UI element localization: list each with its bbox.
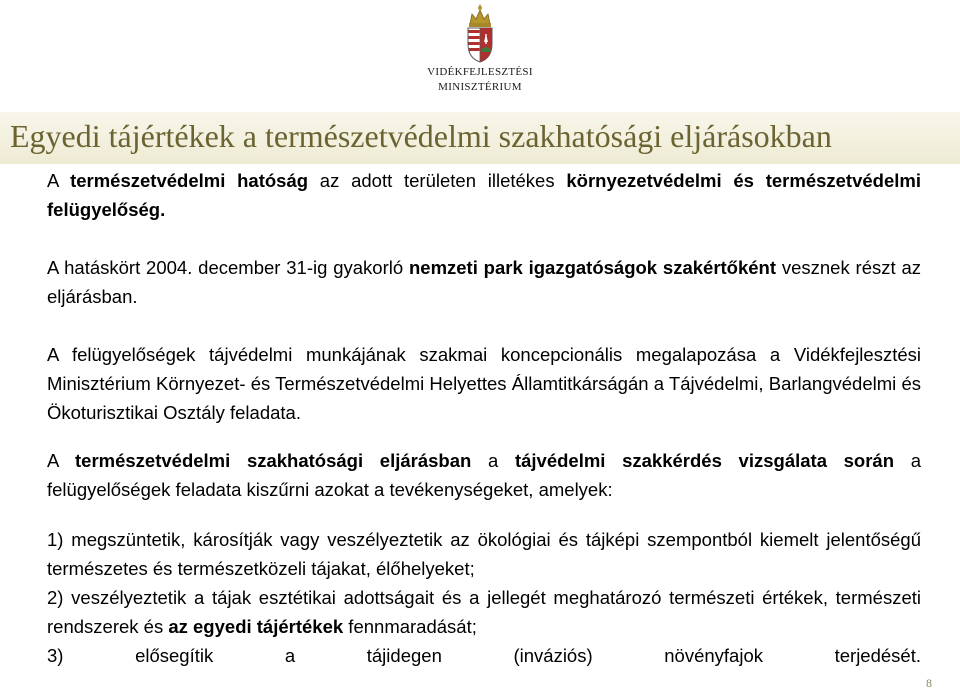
- p1-text-1: A: [47, 170, 71, 191]
- paragraph-authority: [47, 166, 921, 224]
- slide-title: Egyedi tájértékek a természetvédelmi szakhatósági eljárásokban: [10, 118, 832, 154]
- ministry-name-line2: MINISZTÉRIUM: [438, 81, 522, 93]
- hungarian-coat-of-arms-icon: [462, 4, 498, 64]
- ministry-name-line1: VIDÉKFEJLESZTÉSI: [427, 66, 533, 78]
- p1-bold-1: természetvédelmi hatóság: [70, 170, 309, 191]
- list-item-1-text: 1) megszüntetik, károsítják vagy veszélyeztetik az ökológiai és tájképi szempontból kiemelt jelentőségű természetes és természetközeli tájakat, élőhelyeket;: [47, 529, 921, 579]
- list-item-2-text-2: fennmaradását;: [343, 616, 477, 637]
- p4-bold-2: tájvédelmi szakkérdés vizsgálata során: [514, 450, 895, 471]
- p2-text-2: vesznek részt az eljárásban.: [47, 257, 921, 307]
- p4-text-3: a felügyelőségek feladata kiszűrni azokat a tevékenységeket, amelyek:: [47, 450, 921, 500]
- p4-bold-1: természetvédelmi szakhatósági eljárásban: [75, 450, 472, 471]
- list-item-2: [47, 583, 921, 641]
- list-item-1: [47, 525, 921, 583]
- paragraph-national-parks: [47, 253, 921, 311]
- p2-bold-1: nemzeti park igazgatóságok szakértőként: [408, 257, 777, 278]
- list-item-3: [47, 641, 921, 670]
- p2-text-1: A hatáskört 2004. december 31-ig gyakorló: [47, 257, 409, 278]
- list-item-2-bold: az egyedi tájértékek: [168, 616, 344, 637]
- list-item-3-text: 3) elősegítik a tájidegen (inváziós) növényfajok terjedését.: [47, 645, 921, 666]
- activity-list: [47, 525, 921, 670]
- p1-bold-2: környezetvédelmi és természetvédelmi felügyelőség.: [47, 170, 921, 220]
- p3-text: A felügyelőségek tájvédelmi munkájának szakmai koncepcionális megalapozása a Vidékfejlesztési Minisztérium Környezet- és Természetvédelmi Helyettes Államtitkárságán a Tájvédelmi, Barlangvédelmi és Ökoturisztikai Osztály feladata.: [47, 344, 921, 423]
- ministry-logo: [0, 4, 960, 94]
- p1-text-2: az adott területen illetékes: [308, 170, 567, 191]
- p4-text-1: A: [47, 450, 75, 471]
- list-item-2-text-1: 2) veszélyeztetik a tájak esztétikai adottságait és a jellegét meghatározó természeti értékek, természeti rendszerek és: [47, 587, 921, 637]
- page-number: 8: [926, 676, 932, 690]
- paragraph-procedure: [47, 446, 921, 504]
- paragraph-ministry-role: [47, 340, 921, 427]
- p4-text-2: a: [471, 450, 515, 471]
